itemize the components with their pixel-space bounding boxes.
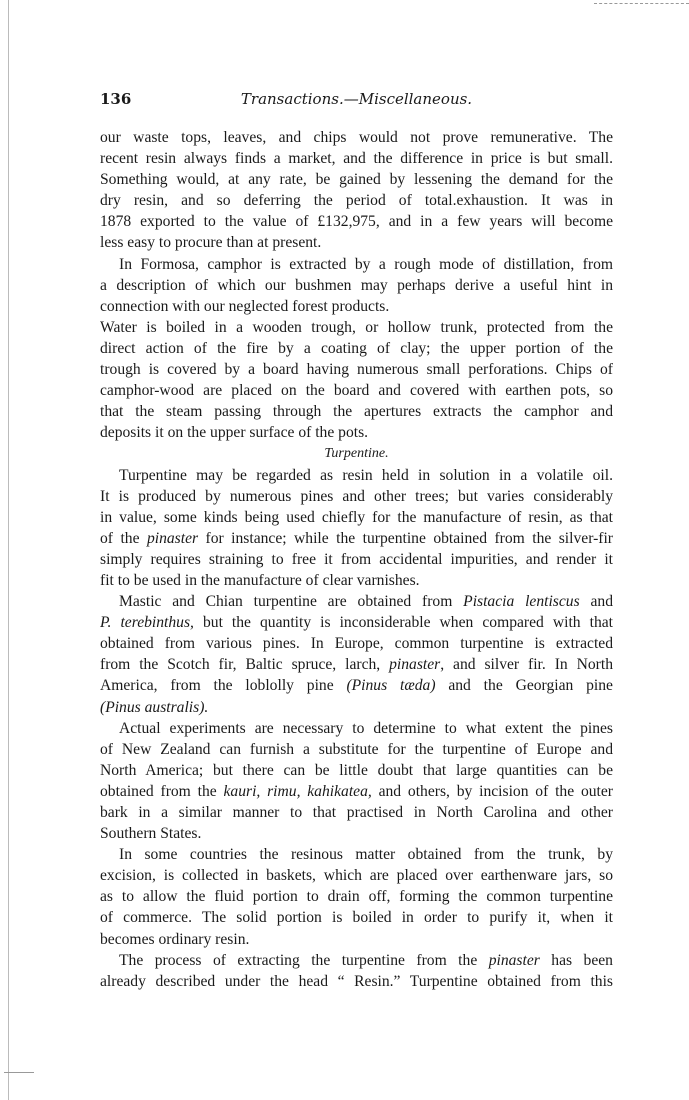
text-line: obtained from various pines. In Europe, common turpentine is extracted <box>100 635 613 653</box>
italic-term: Pistacia lentiscus <box>463 593 580 611</box>
text-line: our waste tops, leaves, and chips would not prove remunerative. The <box>100 129 613 146</box>
paragraph <box>100 465 613 592</box>
italic-term: (Pinus tæda) <box>346 677 436 695</box>
text-line: North America; but there can be little doubt that large quantities can be <box>100 761 613 779</box>
text-line: Water is boiled in a wooden trough, or hollow trunk, protected from the <box>100 318 613 336</box>
text-line: America, from the loblolly pine (Pinus tæda) and the Georgian pine <box>100 677 613 695</box>
section-heading: Turpentine. <box>324 446 389 462</box>
text-line: of commerce. The solid portion is boiled in order to purify it, when it <box>100 909 613 927</box>
text-line: P. terebinthus, but the quantity is inconsiderable when compared with that <box>100 614 613 632</box>
text-line: Mastic and Chian turpentine are obtained from Pistacia lentiscus and <box>119 593 613 611</box>
italic-term: P. terebinthus, <box>100 614 194 632</box>
scan-edge-bottom <box>4 1072 34 1073</box>
page-number: 136 <box>100 90 132 108</box>
text-line: excision, is collected in baskets, which are placed over earthenware jars, so <box>100 867 613 885</box>
text-line: of New Zealand can furnish a substitute for the turpentine of Europe and <box>100 740 613 758</box>
paragraph <box>100 254 613 317</box>
text-line: of the pinaster for instance; while the turpentine obtained from the silver-fir <box>100 529 613 547</box>
text-line: dry resin, and so deferring the period of total.exhaustion. It was in <box>100 192 613 210</box>
running-title: Transactions.—Miscellaneous. <box>240 90 473 108</box>
text-line: bark in a similar manner to that practised in North Carolina and other <box>100 804 613 821</box>
text-line: It is produced by numerous pines and other trees; but varies considerably <box>100 487 613 505</box>
scan-edge-line <box>8 0 9 1100</box>
page-body <box>100 127 613 992</box>
italic-term: pinaster <box>146 529 199 547</box>
paragraph <box>100 591 613 718</box>
text-line: 1878 exported to the value of £132,975, and in a few years will become <box>100 213 613 231</box>
text-line: that the steam passing through the apertures extracts the camphor and <box>100 403 613 421</box>
text-line: deposits it on the upper surface of the pots. <box>100 424 369 442</box>
page-header <box>100 90 613 112</box>
text-line: The process of extracting the turpentine from the pinaster has been <box>119 951 613 969</box>
italic-term: (Pinus australis). <box>100 698 209 716</box>
text-line: direct action of the fire by a coating of clay; the upper portion of the <box>100 339 613 357</box>
text-line: obtained from the kauri, rimu, kahikatea, and others, by incision of the outer <box>100 782 613 800</box>
text-line: trough is covered by a board having numerous small perforations. Chips of <box>100 361 613 379</box>
text-line: less easy to procure than at present. <box>100 234 322 252</box>
text-line: simply requires straining to free it from accidental impurities, and render it <box>100 550 613 568</box>
text-line: becomes ordinary resin. <box>100 930 250 948</box>
text-line: a description of which our bushmen may perhaps derive a useful hint in <box>100 276 613 294</box>
text-line: recent resin always finds a market, and the difference in price is but small. <box>100 150 613 168</box>
text-line: fit to be used in the manufacture of clear varnishes. <box>100 571 420 589</box>
paragraph <box>100 127 613 254</box>
text-line: Actual experiments are necessary to determine to what extent the pines <box>119 719 613 737</box>
text-line: in value, some kinds being used chiefly for the manufacture of resin, as that <box>100 508 613 526</box>
italic-term: pinaster <box>488 951 540 969</box>
italic-term: kauri, rimu, kahikatea, <box>223 782 372 800</box>
paragraph <box>100 718 613 845</box>
text-line: Southern States. <box>100 825 202 843</box>
italic-term: pinaster <box>389 656 441 674</box>
text-line <box>100 697 613 718</box>
text-line: In Formosa, camphor is extracted by a rough mode of distillation, from <box>119 255 613 273</box>
paragraph <box>100 844 613 949</box>
paragraph <box>100 317 613 444</box>
text-line: camphor-wood are placed on the board and covered with earthen pots, so <box>100 382 613 400</box>
text-line: Something would, at any rate, be gained by lessening the demand for the <box>100 171 613 189</box>
text-line: Turpentine may be regarded as resin held in solution in a volatile oil. <box>119 466 613 484</box>
text-line: already described under the head “ Resin.” Turpentine obtained from this <box>100 972 613 990</box>
paragraph <box>100 950 613 992</box>
text-line: In some countries the resinous matter obtained from the trunk, by <box>119 846 613 864</box>
text-line: from the Scotch fir, Baltic spruce, larch, pinaster, and silver fir. In North <box>100 656 613 674</box>
text-line: connection with our neglected forest products. <box>100 297 390 315</box>
text-line: as to allow the fluid portion to drain off, forming the common turpentine <box>100 888 613 906</box>
scan-edge-top <box>594 3 689 4</box>
